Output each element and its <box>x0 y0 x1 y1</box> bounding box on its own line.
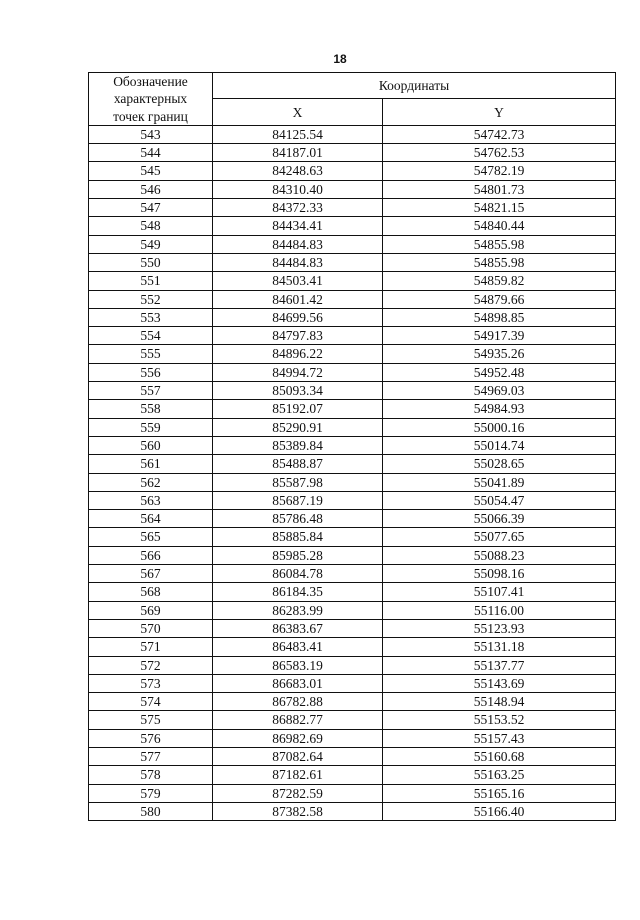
point-number-cell: 575 <box>89 711 213 729</box>
y-coordinate-cell: 54855.98 <box>383 253 616 271</box>
point-number-cell: 578 <box>89 766 213 784</box>
y-coordinate-cell: 55148.94 <box>383 693 616 711</box>
x-coordinate-cell: 86283.99 <box>213 601 383 619</box>
point-number-cell: 564 <box>89 510 213 528</box>
x-coordinate-cell: 84484.83 <box>213 235 383 253</box>
x-coordinate-cell: 86683.01 <box>213 674 383 692</box>
y-coordinate-cell: 55014.74 <box>383 436 616 454</box>
x-coordinate-cell: 85885.84 <box>213 528 383 546</box>
point-number-cell: 544 <box>89 144 213 162</box>
table-row <box>89 418 616 436</box>
y-coordinate-cell: 54762.53 <box>383 144 616 162</box>
table-row <box>89 290 616 308</box>
point-number-cell: 553 <box>89 308 213 326</box>
x-coordinate-cell: 84310.40 <box>213 180 383 198</box>
table-row <box>89 693 616 711</box>
point-number-cell: 566 <box>89 546 213 564</box>
x-coordinate-cell: 84797.83 <box>213 327 383 345</box>
point-number-cell: 563 <box>89 491 213 509</box>
y-coordinate-cell: 54821.15 <box>383 199 616 217</box>
y-coordinate-cell: 54952.48 <box>383 363 616 381</box>
x-coordinate-cell: 86882.77 <box>213 711 383 729</box>
x-coordinate-cell: 85488.87 <box>213 455 383 473</box>
x-coordinate-cell: 84896.22 <box>213 345 383 363</box>
table-row <box>89 491 616 509</box>
table-row <box>89 583 616 601</box>
x-coordinate-cell: 84699.56 <box>213 308 383 326</box>
y-coordinate-cell: 55066.39 <box>383 510 616 528</box>
x-coordinate-cell: 85192.07 <box>213 400 383 418</box>
table-row <box>89 199 616 217</box>
point-number-cell: 555 <box>89 345 213 363</box>
y-coordinate-cell: 55157.43 <box>383 729 616 747</box>
x-coordinate-cell: 84503.41 <box>213 272 383 290</box>
table-row <box>89 436 616 454</box>
x-coordinate-cell: 85587.98 <box>213 473 383 491</box>
x-coordinate-cell: 85786.48 <box>213 510 383 528</box>
y-coordinate-cell: 54917.39 <box>383 327 616 345</box>
y-coordinate-cell: 55098.16 <box>383 565 616 583</box>
coordinates-table <box>88 72 616 821</box>
header-row-top <box>89 73 616 99</box>
x-coordinate-cell: 85985.28 <box>213 546 383 564</box>
table-row <box>89 272 616 290</box>
y-coordinate-cell: 55123.93 <box>383 619 616 637</box>
x-coordinate-cell: 87082.64 <box>213 747 383 765</box>
table-row <box>89 565 616 583</box>
point-number-cell: 560 <box>89 436 213 454</box>
table-row <box>89 235 616 253</box>
y-coordinate-cell: 54782.19 <box>383 162 616 180</box>
page-number: 18 <box>333 52 347 66</box>
y-coordinate-cell: 54935.26 <box>383 345 616 363</box>
x-coordinate-cell: 84434.41 <box>213 217 383 235</box>
point-number-cell: 576 <box>89 729 213 747</box>
y-coordinate-cell: 55163.25 <box>383 766 616 784</box>
table-row <box>89 144 616 162</box>
x-coordinate-cell: 84601.42 <box>213 290 383 308</box>
table-row <box>89 656 616 674</box>
x-coordinate-cell: 87382.58 <box>213 802 383 820</box>
table-row <box>89 455 616 473</box>
table-header <box>89 73 616 126</box>
x-coordinate-cell: 86184.35 <box>213 583 383 601</box>
point-number-cell: 559 <box>89 418 213 436</box>
point-number-cell: 580 <box>89 802 213 820</box>
point-number-cell: 545 <box>89 162 213 180</box>
table-row <box>89 802 616 820</box>
table-row <box>89 528 616 546</box>
y-coordinate-cell: 54742.73 <box>383 125 616 143</box>
point-number-cell: 561 <box>89 455 213 473</box>
y-coordinate-cell: 55131.18 <box>383 638 616 656</box>
point-label-line: Обозначение <box>113 74 188 89</box>
x-coordinate-cell: 85290.91 <box>213 418 383 436</box>
point-number-cell: 547 <box>89 199 213 217</box>
y-coordinate-cell: 55000.16 <box>383 418 616 436</box>
y-coordinate-cell: 55041.89 <box>383 473 616 491</box>
x-coordinate-cell: 84994.72 <box>213 363 383 381</box>
x-coordinate-cell: 85389.84 <box>213 436 383 454</box>
table-row <box>89 327 616 345</box>
point-number-cell: 567 <box>89 565 213 583</box>
y-coordinate-cell: 54898.85 <box>383 308 616 326</box>
point-number-cell: 543 <box>89 125 213 143</box>
x-coordinate-cell: 84187.01 <box>213 144 383 162</box>
y-coordinate-cell: 55153.52 <box>383 711 616 729</box>
point-number-cell: 554 <box>89 327 213 345</box>
y-coordinate-cell: 55160.68 <box>383 747 616 765</box>
y-coordinate-cell: 55107.41 <box>383 583 616 601</box>
point-number-cell: 552 <box>89 290 213 308</box>
table-row <box>89 473 616 491</box>
x-coordinate-cell: 86782.88 <box>213 693 383 711</box>
point-number-cell: 569 <box>89 601 213 619</box>
table-row <box>89 400 616 418</box>
point-label-line: точек границ <box>113 108 188 124</box>
table-row <box>89 363 616 381</box>
point-number-cell: 557 <box>89 382 213 400</box>
point-number-cell: 556 <box>89 363 213 381</box>
table-row <box>89 674 616 692</box>
y-column-header: Y <box>383 99 616 125</box>
point-number-cell: 570 <box>89 619 213 637</box>
x-coordinate-cell: 86982.69 <box>213 729 383 747</box>
y-coordinate-cell: 54855.98 <box>383 235 616 253</box>
x-coordinate-cell: 86383.67 <box>213 619 383 637</box>
x-coordinate-cell: 86483.41 <box>213 638 383 656</box>
point-label-line: характерных <box>113 91 188 107</box>
y-coordinate-cell: 55028.65 <box>383 455 616 473</box>
x-coordinate-cell: 84484.83 <box>213 253 383 271</box>
y-coordinate-cell: 54879.66 <box>383 290 616 308</box>
y-coordinate-cell: 55166.40 <box>383 802 616 820</box>
x-coordinate-cell: 85093.34 <box>213 382 383 400</box>
point-number-cell: 568 <box>89 583 213 601</box>
table-row <box>89 784 616 802</box>
table-row <box>89 162 616 180</box>
table-row <box>89 601 616 619</box>
table-row <box>89 382 616 400</box>
x-coordinate-cell: 87182.61 <box>213 766 383 784</box>
x-column-header: X <box>213 99 383 125</box>
point-number-cell: 546 <box>89 180 213 198</box>
table-row <box>89 308 616 326</box>
table-row <box>89 729 616 747</box>
y-coordinate-cell: 54801.73 <box>383 180 616 198</box>
point-number-cell: 565 <box>89 528 213 546</box>
point-number-cell: 579 <box>89 784 213 802</box>
table-row <box>89 638 616 656</box>
coordinates-header: Координаты <box>213 73 616 99</box>
x-coordinate-cell: 86084.78 <box>213 565 383 583</box>
point-number-cell: 577 <box>89 747 213 765</box>
y-coordinate-cell: 55088.23 <box>383 546 616 564</box>
table-row <box>89 711 616 729</box>
y-coordinate-cell: 54984.93 <box>383 400 616 418</box>
point-number-cell: 562 <box>89 473 213 491</box>
point-label-header <box>89 73 213 126</box>
y-coordinate-cell: 54859.82 <box>383 272 616 290</box>
table-row <box>89 747 616 765</box>
y-coordinate-cell: 55143.69 <box>383 674 616 692</box>
x-coordinate-cell: 85687.19 <box>213 491 383 509</box>
point-number-cell: 550 <box>89 253 213 271</box>
point-number-cell: 574 <box>89 693 213 711</box>
point-number-cell: 572 <box>89 656 213 674</box>
y-coordinate-cell: 55077.65 <box>383 528 616 546</box>
table-row <box>89 345 616 363</box>
table-row <box>89 510 616 528</box>
point-number-cell: 551 <box>89 272 213 290</box>
point-number-cell: 558 <box>89 400 213 418</box>
y-coordinate-cell: 55165.16 <box>383 784 616 802</box>
x-coordinate-cell: 84125.54 <box>213 125 383 143</box>
table-row <box>89 217 616 235</box>
point-number-cell: 571 <box>89 638 213 656</box>
x-coordinate-cell: 86583.19 <box>213 656 383 674</box>
point-number-cell: 573 <box>89 674 213 692</box>
table-row <box>89 766 616 784</box>
table-row <box>89 180 616 198</box>
y-coordinate-cell: 54969.03 <box>383 382 616 400</box>
x-coordinate-cell: 84248.63 <box>213 162 383 180</box>
table-row <box>89 253 616 271</box>
table-row <box>89 125 616 143</box>
y-coordinate-cell: 55137.77 <box>383 656 616 674</box>
point-number-cell: 548 <box>89 217 213 235</box>
y-coordinate-cell: 54840.44 <box>383 217 616 235</box>
table-body <box>89 125 616 820</box>
point-number-cell: 549 <box>89 235 213 253</box>
table-row <box>89 619 616 637</box>
x-coordinate-cell: 84372.33 <box>213 199 383 217</box>
table-row <box>89 546 616 564</box>
y-coordinate-cell: 55054.47 <box>383 491 616 509</box>
y-coordinate-cell: 55116.00 <box>383 601 616 619</box>
x-coordinate-cell: 87282.59 <box>213 784 383 802</box>
